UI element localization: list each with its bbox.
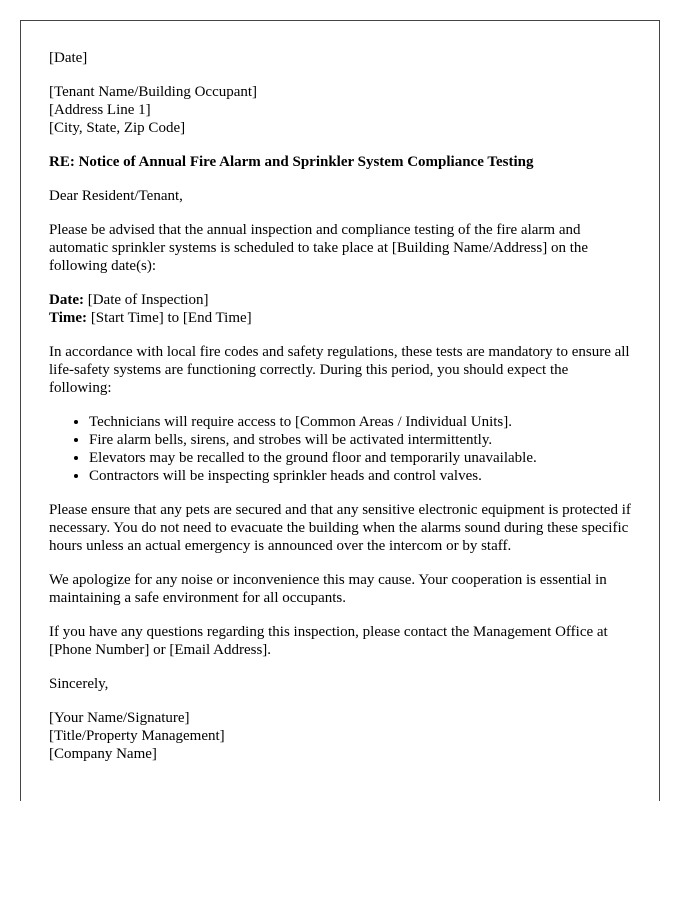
- signature-company: [Company Name]: [49, 746, 157, 762]
- recipient-name: [Tenant Name/Building Occupant]: [49, 84, 258, 100]
- recipient-city-state-zip: [City, State, Zip Code]: [49, 120, 186, 136]
- subject-line: RE: Notice of Annual Fire Alarm and Sprinkler System Compliance Testing: [49, 154, 534, 170]
- letter-body: [49, 49, 634, 779]
- signature-name: [Your Name/Signature]: [49, 710, 190, 726]
- schedule-date-row: [49, 291, 634, 309]
- contact-paragraph: If you have any questions regarding this inspection, please contact the Management Office at [Phone Number] or [Email Address].: [49, 624, 608, 658]
- schedule-time-value: [Start Time] to [End Time]: [87, 310, 252, 326]
- recipient-address-line-1: [Address Line 1]: [49, 102, 151, 118]
- list-item: • Elevators may be recalled to the ground floor and temporarily unavailable.: [89, 449, 634, 467]
- signature-title: [Title/Property Management]: [49, 728, 225, 744]
- accordance-paragraph: In accordance with local fire codes and safety regulations, these tests are mandatory to ensure all life-safety systems are functioning correctly. During this period, you should expect the following:: [49, 344, 630, 396]
- schedule-date-value: [Date of Inspection]: [83, 292, 209, 308]
- letter-page: [20, 20, 660, 801]
- schedule-block: [49, 291, 634, 327]
- salutation: Dear Resident/Tenant,: [49, 188, 183, 204]
- recipient-block: [49, 83, 634, 137]
- schedule-time-row: [49, 309, 634, 327]
- pets-paragraph: Please ensure that any pets are secured and that any sensitive electronic equipment is protected if necessary. You do not need to evacuate the building when the alarms sound during these specific hours unless an actual emergency is announced over the intercom or by staff.: [49, 502, 631, 554]
- signature-block: [49, 709, 634, 763]
- apology-paragraph: We apologize for any noise or inconvenience this may cause. Your cooperation is essential in maintaining a safe environment for all occupants.: [49, 572, 607, 606]
- intro-paragraph: Please be advised that the annual inspection and compliance testing of the fire alarm and automatic sprinkler systems is scheduled to take place at [Building Name/Address] on the following date(s):: [49, 222, 589, 274]
- list-item: • Fire alarm bells, sirens, and strobes will be activated intermittently.: [89, 431, 634, 449]
- letter-date: [Date]: [49, 50, 88, 66]
- expectations-list: [49, 413, 634, 485]
- schedule-time-label: Time:: [49, 310, 88, 326]
- list-item: • Technicians will require access to [Common Areas / Individual Units].: [89, 413, 634, 431]
- list-item: • Contractors will be inspecting sprinkler heads and control valves.: [89, 467, 634, 485]
- schedule-date-label: Date:: [49, 292, 84, 308]
- closing: Sincerely,: [49, 676, 109, 692]
